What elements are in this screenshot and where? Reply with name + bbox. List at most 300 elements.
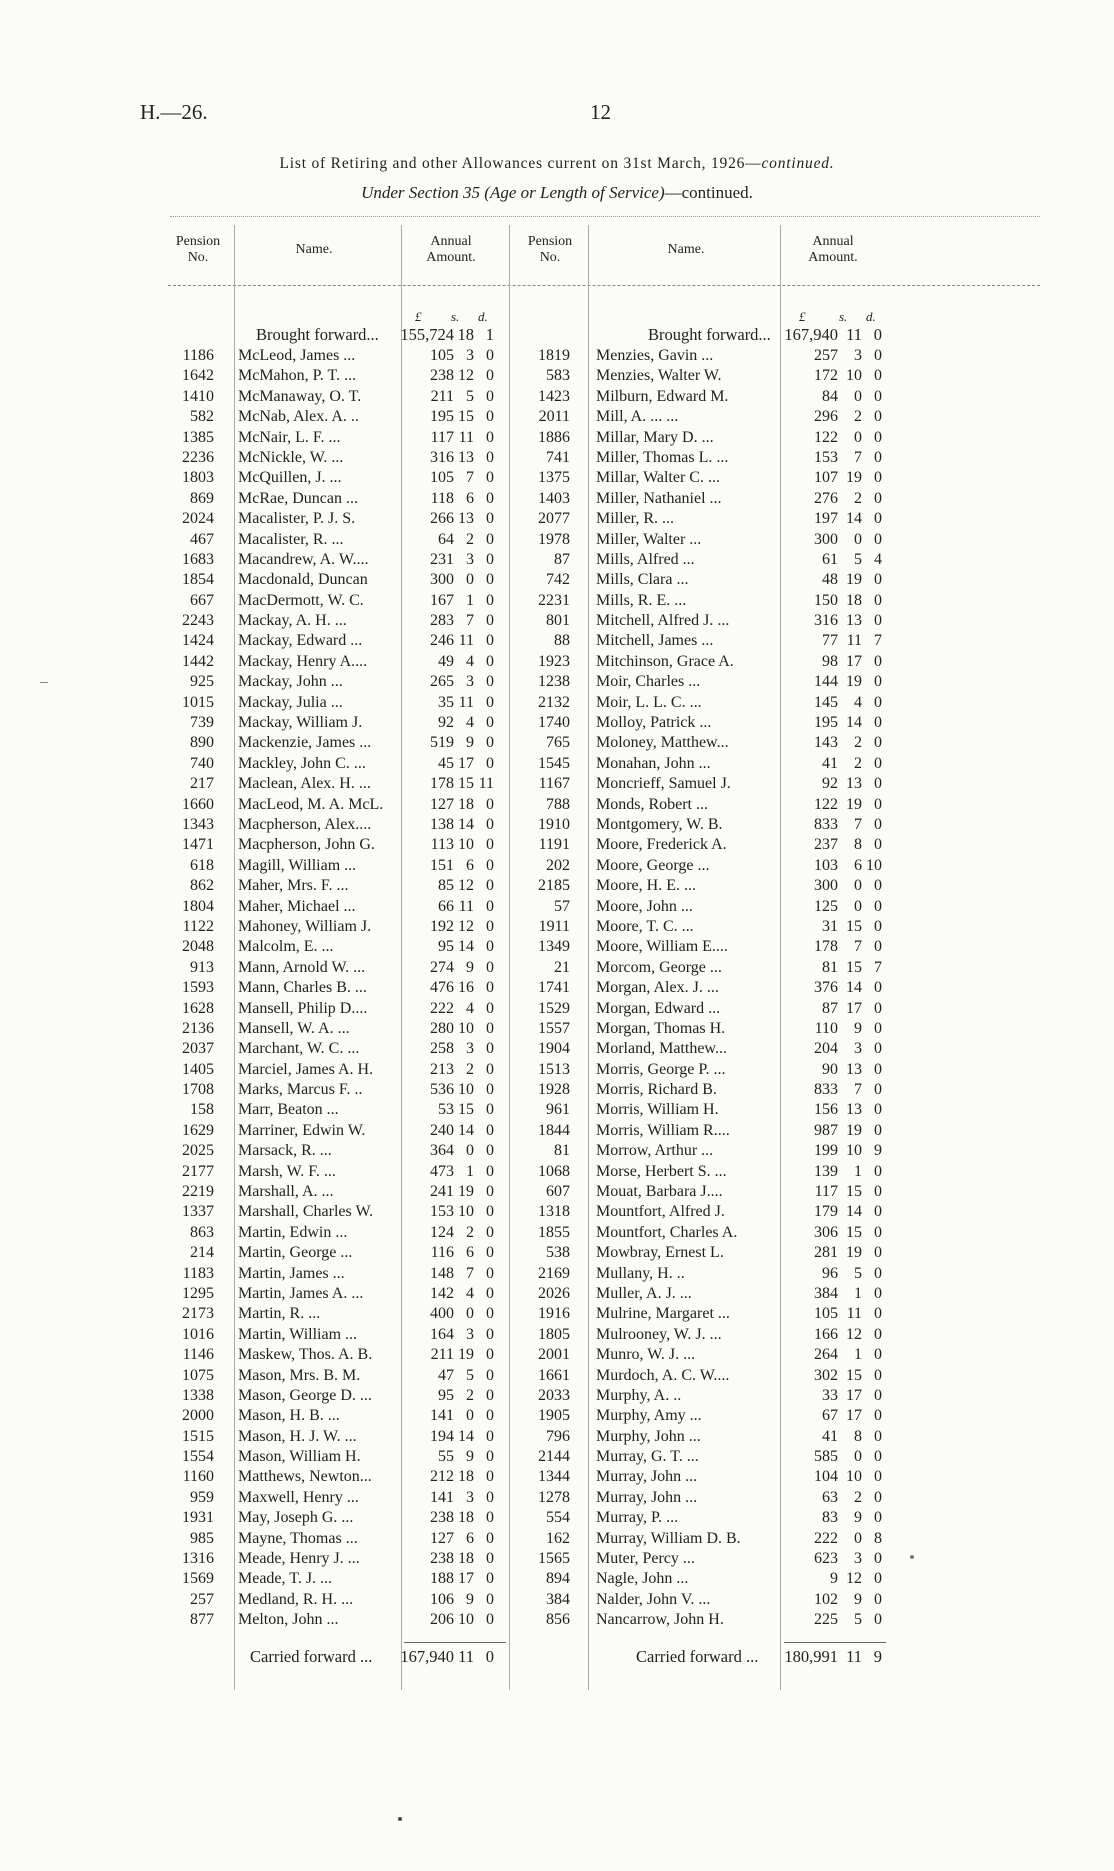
right-shillings-cell: 7 (854, 1081, 862, 1099)
left-pension-no-cell: 2173 (182, 1305, 214, 1323)
right-shillings-cell: 5 (854, 1264, 862, 1282)
right-name-cell: Mills, Clara ... (596, 571, 689, 589)
left-pounds-cell: 240 (430, 1121, 454, 1139)
right-shillings-cell: 5 (854, 550, 862, 568)
right-name-cell: Morris, Richard B. (596, 1081, 717, 1099)
left-shillings-cell: 10 (458, 1203, 474, 1221)
left-pension-no-cell: 1442 (182, 652, 214, 670)
left-pence-cell: 0 (486, 1407, 494, 1425)
left-shillings-cell: 5 (466, 1366, 474, 1384)
left-pence-cell: 0 (486, 1060, 494, 1078)
col-header-pension-no: Pension No. (175, 234, 221, 265)
unit-pounds: £ (415, 309, 422, 324)
left-shillings-cell: 15 (458, 775, 474, 793)
table-row (168, 1345, 1040, 1365)
right-shillings-cell: 15 (846, 917, 862, 935)
table-row (168, 1039, 1040, 1059)
left-pounds-cell: 241 (430, 1183, 454, 1201)
left-pence-cell: 0 (486, 428, 494, 446)
right-pounds-cell: 833 (814, 1081, 838, 1099)
left-pension-no-cell: 1471 (182, 836, 214, 854)
right-shillings-cell: 12 (846, 1325, 862, 1343)
left-pounds-cell: 55 (438, 1448, 454, 1466)
right-name-cell: Mulrooney, W. J. ... (596, 1325, 722, 1343)
left-shillings-cell: 18 (458, 1550, 474, 1568)
left-pension-no-cell: 1931 (182, 1509, 214, 1527)
right-pension-no-cell: 1905 (538, 1407, 570, 1425)
right-name-cell: Murray, John ... (596, 1468, 698, 1486)
left-pounds-cell: 85 (438, 877, 454, 895)
right-name-cell: Monahan, John ... (596, 754, 711, 772)
right-pension-no-cell: 1916 (538, 1305, 570, 1323)
right-name-cell: Mulrine, Margaret ... (596, 1305, 730, 1323)
right-pence-cell: 0 (874, 1448, 882, 1466)
right-shillings-cell: 3 (854, 1040, 862, 1058)
brought-forward-pence-right: 0 (873, 325, 882, 344)
right-shillings-cell: 10 (846, 367, 862, 385)
right-name-cell: Mountfort, Charles A. (596, 1223, 738, 1241)
left-shillings-cell: 2 (466, 1223, 474, 1241)
left-pension-no-cell: 2177 (182, 1162, 214, 1180)
table-row (168, 1467, 1040, 1487)
unit-pence: d. (478, 309, 488, 324)
right-pounds-cell: 197 (814, 510, 838, 528)
carried-forward-pence-right: 9 (873, 1647, 882, 1666)
right-shillings-cell: 5 (854, 1611, 862, 1629)
right-pence-cell: 0 (874, 1264, 882, 1282)
right-pence-cell: 0 (874, 1427, 882, 1445)
right-shillings-cell: 0 (854, 877, 862, 895)
right-shillings-cell: 17 (846, 1386, 862, 1404)
left-pension-no-cell: 2000 (182, 1407, 214, 1425)
left-pence-cell: 0 (486, 734, 494, 752)
unit-pence-right: d. (866, 309, 876, 324)
right-pence-cell: 0 (874, 1488, 882, 1506)
right-pension-no-cell: 88 (554, 632, 570, 650)
right-pension-no-cell: 2026 (538, 1284, 570, 1302)
left-name-cell: Mason, George D. ... (238, 1386, 372, 1404)
table-row (168, 1202, 1040, 1222)
left-name-cell: MacDermott, W. C. (238, 591, 364, 609)
left-pence-cell: 0 (486, 1529, 494, 1547)
right-shillings-cell: 0 (854, 1529, 862, 1547)
left-pounds-cell: 113 (430, 836, 454, 854)
left-pounds-cell: 64 (438, 530, 454, 548)
right-name-cell: Monds, Robert ... (596, 795, 708, 813)
table-row (168, 1427, 1040, 1447)
right-shillings-cell: 19 (846, 571, 862, 589)
left-pension-no-cell: 1554 (182, 1448, 214, 1466)
left-pence-cell: 0 (486, 938, 494, 956)
right-shillings-cell: 2 (854, 754, 862, 772)
subtitle-main: Under Section 35 (Age or Length of Service) (361, 183, 665, 202)
right-pence-cell: 9 (874, 1142, 882, 1160)
right-pounds-cell: 623 (814, 1550, 838, 1568)
sum-rule (404, 1642, 506, 1643)
left-name-cell: Mann, Charles B. ... (238, 979, 367, 997)
right-shillings-cell: 17 (846, 1407, 862, 1425)
left-name-cell: Mackay, Edward ... (238, 632, 363, 650)
brought-forward-pounds-right: 167,940 (784, 325, 838, 344)
right-pounds-cell: 144 (814, 673, 838, 691)
table-row (168, 897, 1040, 917)
left-pence-cell: 0 (486, 448, 494, 466)
right-pounds-cell: 41 (822, 1427, 838, 1445)
right-shillings-cell: 19 (846, 1244, 862, 1262)
right-pension-no-cell: 1855 (538, 1223, 570, 1241)
right-shillings-cell: 10 (846, 1468, 862, 1486)
left-pence-cell: 0 (486, 979, 494, 997)
left-pension-no-cell: 890 (190, 734, 214, 752)
right-pence-cell: 0 (874, 1121, 882, 1139)
right-shillings-cell: 14 (846, 979, 862, 997)
sum-rule-right (784, 1642, 886, 1643)
left-name-cell: Maher, Michael ... (238, 897, 356, 915)
right-shillings-cell: 3 (854, 347, 862, 364)
table-row (168, 448, 1040, 468)
left-name-cell: Mason, William H. (238, 1448, 361, 1466)
col-header-annual-amount: Annual Amount. (426, 234, 476, 265)
left-pounds-cell: 106 (430, 1590, 454, 1608)
left-pension-no-cell: 1016 (182, 1325, 214, 1343)
left-name-cell: McManaway, O. T. (238, 387, 362, 405)
left-pounds-cell: 265 (430, 673, 454, 691)
right-name-cell: Nalder, John V. ... (596, 1590, 711, 1608)
left-shillings-cell: 6 (466, 1244, 474, 1262)
right-shillings-cell: 10 (846, 1142, 862, 1160)
left-shillings-cell: 18 (458, 1468, 474, 1486)
right-pounds-cell: 195 (814, 714, 838, 732)
right-pence-cell: 0 (874, 1570, 882, 1588)
left-name-cell: Meade, T. J. ... (238, 1570, 333, 1588)
right-pence-cell: 0 (874, 795, 882, 813)
right-pension-no-cell: 1318 (538, 1203, 570, 1221)
right-name-cell: Moore, T. C. ... (596, 917, 694, 935)
right-name-cell: Morland, Matthew... (596, 1040, 727, 1058)
left-name-cell: Mayne, Thomas ... (238, 1529, 358, 1547)
left-pension-no-cell: 1410 (182, 387, 214, 405)
left-pence-cell: 0 (486, 489, 494, 507)
right-pension-no-cell: 1238 (538, 673, 570, 691)
table-row (168, 1243, 1040, 1263)
left-name-cell: Macandrew, A. W.... (238, 550, 369, 568)
left-name-cell: Martin, William ... (238, 1325, 358, 1343)
left-pence-cell: 0 (486, 1040, 494, 1058)
right-pension-no-cell: 1191 (538, 836, 570, 854)
left-pension-no-cell: 2219 (182, 1183, 214, 1201)
left-pence-cell: 0 (486, 612, 494, 630)
left-pence-cell: 0 (486, 530, 494, 548)
right-name-cell: Moore, John ... (596, 897, 693, 915)
right-pence-cell: 0 (874, 775, 882, 793)
left-pounds-cell: 35 (438, 693, 454, 711)
table-row (168, 1182, 1040, 1202)
right-pounds-cell: 204 (814, 1040, 838, 1058)
left-shillings-cell: 4 (466, 714, 474, 732)
right-pension-no-cell: 1661 (538, 1366, 570, 1384)
table-row (168, 999, 1040, 1019)
right-shillings-cell: 14 (846, 714, 862, 732)
right-name-cell: Miller, Walter ... (596, 530, 702, 548)
right-shillings-cell: 9 (854, 1019, 862, 1037)
table-row (168, 1569, 1040, 1589)
right-name-cell: Mitchell, Alfred J. ... (596, 612, 730, 630)
right-name-cell: Moloney, Matthew... (596, 734, 729, 752)
left-name-cell: Marks, Marcus F. .. (238, 1081, 363, 1099)
left-pounds-cell: 300 (430, 571, 454, 589)
left-pounds-cell: 141 (430, 1407, 454, 1425)
left-pounds-cell: 95 (438, 938, 454, 956)
left-name-cell: Marsh, W. F. ... (238, 1162, 336, 1180)
margin-mark (40, 682, 48, 683)
left-shillings-cell: 10 (458, 1019, 474, 1037)
left-shillings-cell: 11 (458, 632, 474, 650)
left-shillings-cell: 2 (466, 1060, 474, 1078)
left-name-cell: Macdonald, Duncan (238, 571, 368, 589)
right-pence-cell: 0 (874, 1366, 882, 1384)
right-pence-cell: 7 (874, 632, 882, 650)
table-row (168, 937, 1040, 957)
left-pounds-cell: 476 (430, 979, 454, 997)
left-pence-cell: 0 (486, 999, 494, 1017)
left-pence-cell: 0 (486, 693, 494, 711)
left-pounds-cell: 238 (430, 367, 454, 385)
left-pension-no-cell: 1146 (182, 1346, 214, 1364)
right-pence-cell: 0 (874, 897, 882, 915)
right-pounds-cell: 102 (814, 1590, 838, 1608)
right-pension-no-cell: 202 (546, 856, 570, 874)
left-pension-no-cell: 739 (190, 714, 214, 732)
right-pension-no-cell: 1529 (538, 999, 570, 1017)
right-shillings-cell: 17 (846, 999, 862, 1017)
right-pounds-cell: 77 (822, 632, 838, 650)
left-pence-cell: 0 (486, 1142, 494, 1160)
carried-forward-pounds: 167,940 (400, 1647, 454, 1666)
right-pension-no-cell: 583 (546, 367, 570, 385)
left-pension-no-cell: 1405 (182, 1060, 214, 1078)
right-pence-cell: 0 (874, 693, 882, 711)
left-shillings-cell: 14 (458, 938, 474, 956)
right-pence-cell: 0 (874, 877, 882, 895)
right-pence-cell: 0 (874, 1468, 882, 1486)
left-shillings-cell: 19 (458, 1183, 474, 1201)
left-pounds-cell: 246 (430, 632, 454, 650)
left-shillings-cell: 14 (458, 1427, 474, 1445)
right-pounds-cell: 83 (822, 1509, 838, 1527)
left-pension-no-cell: 1569 (182, 1570, 214, 1588)
right-shillings-cell: 2 (854, 489, 862, 507)
left-name-cell: McLeod, James ... (238, 347, 356, 364)
right-pounds-cell: 90 (822, 1060, 838, 1078)
right-pounds-cell: 156 (814, 1101, 838, 1119)
left-name-cell: Mason, H. B. ... (238, 1407, 340, 1425)
right-name-cell: Millar, Walter C. ... (596, 469, 720, 487)
right-pounds-cell: 87 (822, 999, 838, 1017)
right-shillings-cell: 0 (854, 428, 862, 446)
left-pounds-cell: 164 (430, 1325, 454, 1343)
left-name-cell: Marciel, James A. H. (238, 1060, 374, 1078)
table-row (168, 1508, 1040, 1528)
right-pence-cell: 0 (874, 510, 882, 528)
brought-forward-pounds: 155,724 (400, 325, 454, 344)
left-pounds-cell: 151 (430, 856, 454, 874)
col-header-name-right: Name. (667, 242, 705, 257)
table-row (168, 1162, 1040, 1182)
right-name-cell: Mitchell, James ... (596, 632, 714, 650)
right-name-cell: Miller, Thomas L. ... (596, 448, 729, 466)
left-pounds-cell: 127 (430, 795, 454, 813)
left-name-cell: Martin, R. ... (238, 1305, 321, 1323)
right-name-cell: Moore, H. E. ... (596, 877, 696, 895)
right-pension-no-cell: 1278 (538, 1488, 570, 1506)
left-pence-cell: 0 (486, 754, 494, 772)
brought-forward-label-right: Brought forward... (648, 325, 771, 344)
table-row (168, 1447, 1040, 1467)
left-shillings-cell: 17 (458, 754, 474, 772)
right-pence-cell: 0 (874, 1203, 882, 1221)
table-row (168, 570, 1040, 590)
right-pension-no-cell: 607 (546, 1183, 570, 1201)
right-shillings-cell: 19 (846, 795, 862, 813)
left-pension-no-cell: 1660 (182, 795, 214, 813)
left-shillings-cell: 10 (458, 1081, 474, 1099)
right-name-cell: Mills, R. E. ... (596, 591, 687, 609)
left-shillings-cell: 19 (458, 1346, 474, 1364)
left-pounds-cell: 47 (438, 1366, 454, 1384)
right-pounds-cell: 122 (814, 795, 838, 813)
left-pension-no-cell: 1160 (182, 1468, 214, 1486)
left-pounds-cell: 519 (430, 734, 454, 752)
document-reference: H.—26. (140, 100, 208, 124)
table-row (168, 468, 1040, 488)
right-name-cell: Miller, Nathaniel ... (596, 489, 722, 507)
left-pension-no-cell: 582 (190, 408, 214, 426)
left-pence-cell: 0 (486, 510, 494, 528)
left-pension-no-cell: 913 (190, 958, 214, 976)
left-name-cell: McNab, Alex. A. .. (238, 408, 359, 426)
right-pounds-cell: 300 (814, 877, 838, 895)
right-pounds-cell: 222 (814, 1529, 838, 1547)
left-pounds-cell: 266 (430, 510, 454, 528)
left-shillings-cell: 4 (466, 999, 474, 1017)
page-subtitle (0, 183, 1114, 203)
col-header-pension-no-right: Pension No. (527, 234, 573, 265)
right-name-cell: Murphy, Amy ... (596, 1407, 702, 1425)
right-pence-cell: 0 (874, 938, 882, 956)
left-pension-no-cell: 1343 (182, 815, 214, 833)
left-pounds-cell: 53 (438, 1101, 454, 1119)
table-row (168, 407, 1040, 427)
right-shillings-cell: 15 (846, 1223, 862, 1241)
right-pension-no-cell: 1349 (538, 938, 570, 956)
left-name-cell: McNickle, W. ... (238, 448, 344, 466)
brought-forward-label: Brought forward... (256, 325, 379, 344)
right-shillings-cell: 19 (846, 469, 862, 487)
left-pence-cell: 0 (486, 408, 494, 426)
right-pounds-cell: 178 (814, 938, 838, 956)
right-shillings-cell: 2 (854, 408, 862, 426)
left-pence-cell: 0 (486, 877, 494, 895)
right-pence-cell: 7 (874, 958, 882, 976)
left-pounds-cell: 195 (430, 408, 454, 426)
left-pension-no-cell: 877 (190, 1611, 214, 1629)
left-shillings-cell: 3 (466, 673, 474, 691)
left-pence-cell: 0 (486, 1509, 494, 1527)
table-row (168, 733, 1040, 753)
left-shillings-cell: 11 (458, 693, 474, 711)
left-name-cell: Maclean, Alex. H. ... (238, 775, 371, 793)
left-pence-cell: 0 (486, 347, 494, 364)
left-name-cell: McNair, L. F. ... (238, 428, 341, 446)
right-pounds-cell: 276 (814, 489, 838, 507)
left-name-cell: Macpherson, Alex.... (238, 815, 372, 833)
left-pension-no-cell: 1854 (182, 571, 214, 589)
right-pounds-cell: 225 (814, 1611, 838, 1629)
left-name-cell: Marchant, W. C. ... (238, 1040, 360, 1058)
left-name-cell: Mann, Arnold W. ... (238, 958, 366, 976)
margin-speck (910, 1555, 914, 1559)
left-pension-no-cell: 214 (190, 1244, 214, 1262)
right-name-cell: Moore, Frederick A. (596, 836, 727, 854)
right-pence-cell: 0 (874, 652, 882, 670)
right-name-cell: Mills, Alfred ... (596, 550, 695, 568)
left-pence-cell: 0 (486, 652, 494, 670)
right-name-cell: Morgan, Alex. J. ... (596, 979, 719, 997)
right-name-cell: Molloy, Patrick ... (596, 714, 712, 732)
left-name-cell: MacLeod, M. A. McL. (238, 795, 384, 813)
right-pence-cell: 0 (874, 347, 882, 364)
right-pension-no-cell: 2011 (538, 408, 570, 426)
table-row (168, 835, 1040, 855)
right-shillings-cell: 0 (854, 530, 862, 548)
right-name-cell: Mountfort, Alfred J. (596, 1203, 725, 1221)
right-pension-no-cell: 741 (546, 448, 570, 466)
left-shillings-cell: 0 (466, 1142, 474, 1160)
right-pounds-cell: 48 (822, 571, 838, 589)
left-shillings-cell: 1 (466, 591, 474, 609)
page-title (0, 155, 1114, 173)
right-shillings-cell: 15 (846, 1183, 862, 1201)
right-shillings-cell: 1 (854, 1346, 862, 1364)
right-shillings-cell: 19 (846, 673, 862, 691)
right-pension-no-cell: 1423 (538, 387, 570, 405)
left-pension-no-cell: 1628 (182, 999, 214, 1017)
right-name-cell: Morris, William H. (596, 1101, 719, 1119)
left-pension-no-cell: 1593 (182, 979, 214, 997)
left-pence-cell: 0 (486, 714, 494, 732)
left-pension-no-cell: 1385 (182, 428, 214, 446)
left-shillings-cell: 18 (458, 795, 474, 813)
left-pension-no-cell: 1683 (182, 550, 214, 568)
right-pence-cell: 0 (874, 1346, 882, 1364)
right-pension-no-cell: 856 (546, 1611, 570, 1629)
right-pension-no-cell: 2169 (538, 1264, 570, 1282)
left-name-cell: Macalister, R. ... (238, 530, 344, 548)
allowance-table (168, 225, 1040, 1690)
left-pension-no-cell: 1338 (182, 1386, 214, 1404)
right-pension-no-cell: 961 (546, 1101, 570, 1119)
right-name-cell: Moore, William E.... (596, 938, 728, 956)
right-pence-cell: 0 (874, 714, 882, 732)
right-pounds-cell: 105 (814, 1305, 838, 1323)
left-pension-no-cell: 1424 (182, 632, 214, 650)
right-pension-no-cell: 1886 (538, 428, 570, 446)
subtitle-continued: —continued. (664, 183, 753, 202)
right-pence-cell: 0 (874, 1509, 882, 1527)
left-pence-cell: 0 (486, 795, 494, 813)
col-header-name: Name. (295, 242, 333, 257)
right-pounds-cell: 153 (814, 448, 838, 466)
